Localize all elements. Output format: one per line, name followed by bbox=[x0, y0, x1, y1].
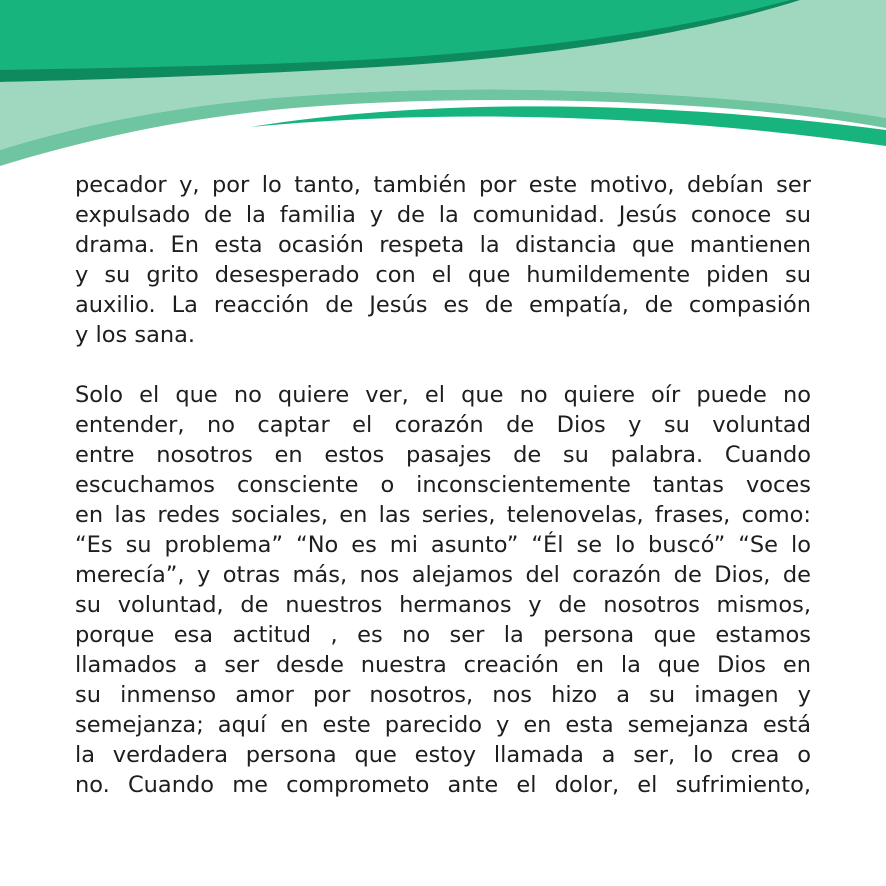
text-line: en las redes sociales, en las series, telenovelas, frases, como: bbox=[75, 502, 811, 528]
text-line: drama. En esta ocasión respeta la distancia que mantienen bbox=[75, 232, 811, 258]
text-line: no. Cuando me comprometo ante el dolor, el sufrimiento, bbox=[75, 772, 811, 798]
body-text bbox=[75, 170, 811, 800]
text-line: su inmenso amor por nosotros, nos hizo a su imagen y bbox=[75, 682, 811, 708]
text-line: porque esa actitud , es no ser la persona que estamos bbox=[75, 622, 811, 648]
text-line: merecía”, y otras más, nos alejamos del corazón de Dios, de bbox=[75, 562, 811, 588]
header-wave-decoration bbox=[0, 0, 886, 180]
text-line: Solo el que no quiere ver, el que no quiere oír puede no bbox=[75, 382, 811, 408]
text-line: y su grito desesperado con el que humildemente piden su bbox=[75, 262, 811, 288]
text-line: y los sana. bbox=[75, 322, 196, 348]
text-line: la verdadera persona que estoy llamada a ser, lo crea o bbox=[75, 742, 811, 768]
paragraph-1 bbox=[75, 170, 811, 350]
text-line: “Es su problema” “No es mi asunto” “Él se lo buscó” “Se lo bbox=[75, 532, 811, 558]
text-line: entre nosotros en estos pasajes de su palabra. Cuando bbox=[75, 442, 811, 468]
text-line: semejanza; aquí en este parecido y en esta semejanza está bbox=[75, 712, 811, 738]
text-line: expulsado de la familia y de la comunidad. Jesús conoce su bbox=[75, 202, 811, 228]
text-line: su voluntad, de nuestros hermanos y de nosotros mismos, bbox=[75, 592, 811, 618]
text-line: entender, no captar el corazón de Dios y su voluntad bbox=[75, 412, 811, 438]
paragraph-2 bbox=[75, 380, 811, 800]
text-line: escuchamos consciente o inconscientemente tantas voces bbox=[75, 472, 811, 498]
text-line: llamados a ser desde nuestra creación en la que Dios en bbox=[75, 652, 811, 678]
text-line: auxilio. La reacción de Jesús es de empatía, de compasión bbox=[75, 292, 811, 318]
text-line: pecador y, por lo tanto, también por este motivo, debían ser bbox=[75, 172, 811, 198]
